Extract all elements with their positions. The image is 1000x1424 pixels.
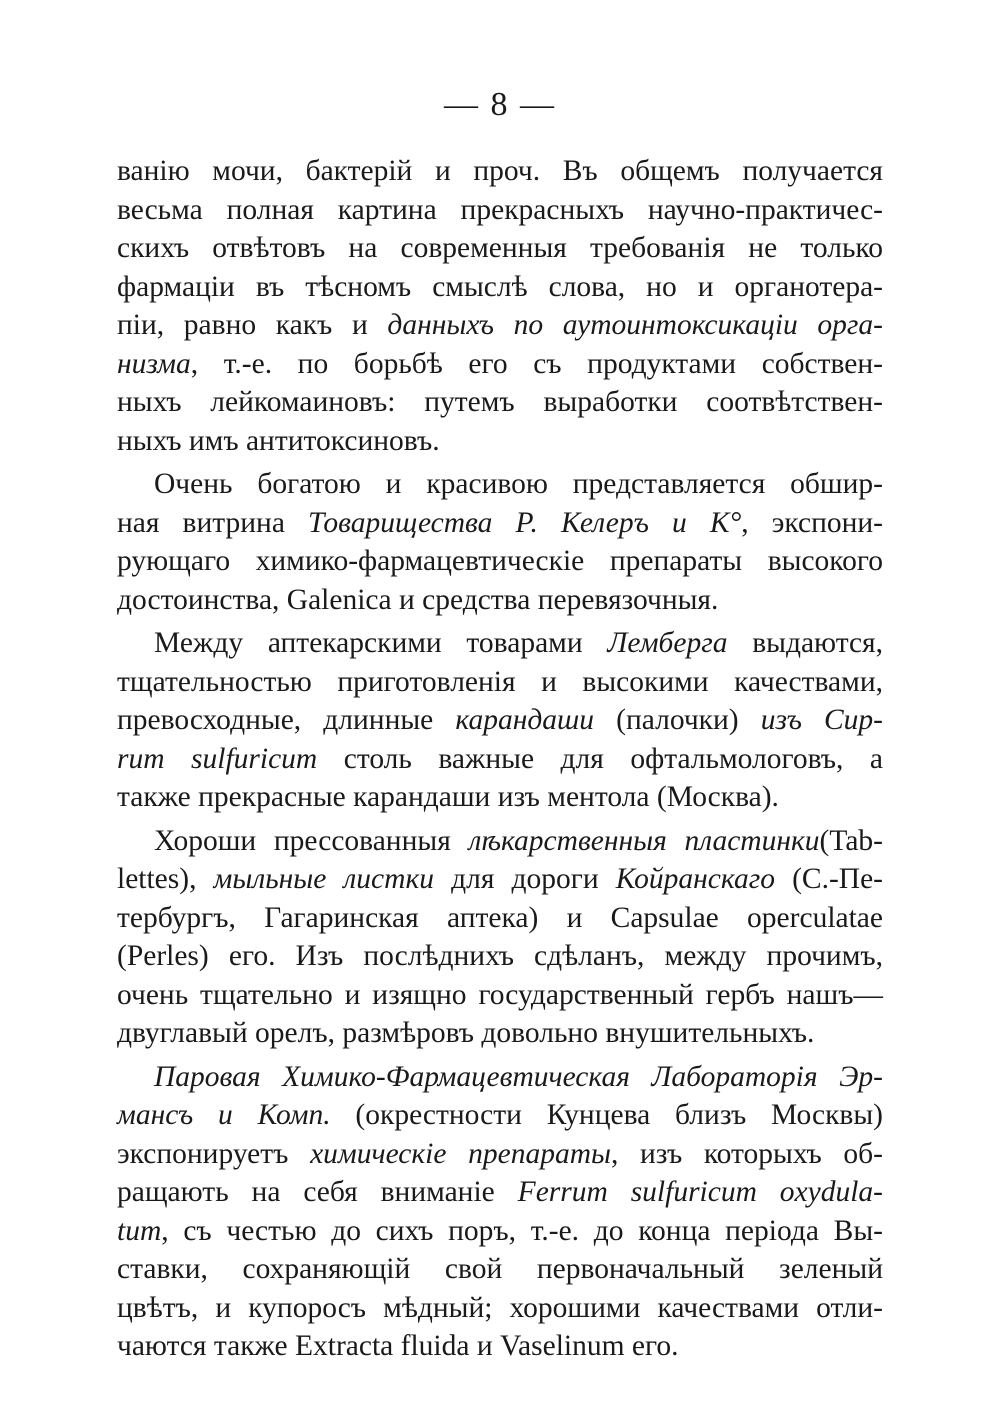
italic-text: tum — [117, 1214, 162, 1247]
text-line — [117, 191, 883, 230]
text-line — [117, 1327, 883, 1366]
text-run: выдаются, — [727, 627, 883, 659]
text-line — [117, 937, 883, 976]
text-run: ныхъ лейкомаиновъ: путемъ выработки соотвѣтствен- — [117, 386, 883, 418]
text-line — [117, 504, 883, 543]
text-line — [117, 1014, 883, 1053]
text-run: очень тщательно и изящно государственный гербъ нашъ— — [117, 978, 883, 1011]
text-run: превосходные, длинные — [117, 704, 456, 736]
text-line — [117, 822, 883, 861]
italic-text: мансъ и Комп. — [117, 1099, 331, 1131]
text-line — [117, 1058, 883, 1097]
text-line — [117, 345, 883, 384]
text-line — [117, 306, 883, 345]
text-run: цвѣтъ, и купоросъ мѣдный; хорошими качествами отли- — [117, 1291, 883, 1324]
text-line — [117, 1135, 883, 1174]
text-run: достоинства, Galenica и средства перевязочныя. — [117, 583, 719, 616]
text-run: столь важные для офтальмологовъ, а — [317, 742, 884, 775]
text-run: піи, равно какъ и — [117, 309, 388, 341]
text-line — [117, 542, 883, 581]
body-text — [117, 152, 883, 1366]
text-line — [117, 1096, 883, 1135]
text-line — [117, 465, 883, 504]
text-run: весьма полная картина прекрасныхъ научно-практичес- — [117, 193, 883, 226]
text-line — [117, 1212, 883, 1251]
text-run: для дороги — [434, 863, 616, 895]
italic-text: лѣкарственныя пластинки — [468, 824, 820, 857]
italic-text: химическіе препараты — [310, 1137, 611, 1170]
text-run: экспонируетъ — [117, 1137, 311, 1170]
italic-text: Паровая Химико-Фармацевтическая Лабораторія Эр- — [154, 1060, 883, 1093]
text-run: , экспони- — [741, 506, 884, 539]
italic-text: Лемберга — [607, 627, 728, 659]
text-line — [117, 422, 883, 461]
text-run: , съ честью до сихъ поръ, т.-е. до конца періода Вы- — [161, 1214, 883, 1247]
text-run: ная витрина — [117, 506, 308, 539]
text-run: (С.-Пе- — [774, 863, 883, 895]
text-line — [117, 383, 883, 422]
italic-text: Товарищества Р. Келеръ и К° — [308, 506, 742, 539]
text-run: , изъ которыхъ об- — [610, 1137, 883, 1170]
text-run: (окрестности Кунцева близъ Москвы) — [330, 1099, 883, 1131]
italic-text: низма — [117, 347, 191, 380]
text-line — [117, 268, 883, 307]
text-run: скихъ отвѣтовъ на современныя требованія не только — [117, 232, 883, 264]
text-line — [117, 624, 883, 663]
text-run: (Perles) его. Изъ послѣднихъ сдѣланъ, между прочимъ, — [117, 940, 883, 972]
text-run: , т.-е. по борьбѣ его съ продуктами собствен- — [190, 347, 883, 380]
text-run: lettes), — [117, 863, 214, 895]
text-line — [117, 778, 883, 817]
text-run: тербургъ, Гагаринская аптека) и Capsulae operculatae — [117, 901, 883, 934]
text-line — [117, 899, 883, 938]
text-run: ращають на себя вниманіе — [117, 1176, 518, 1208]
italic-text: изъ Cup- — [760, 704, 884, 736]
text-run: также прекрасные карандаши изъ ментола (Москва). — [117, 781, 779, 813]
italic-text: карандаши — [455, 704, 595, 736]
paragraph — [117, 624, 883, 817]
italic-text: Койранскаго — [615, 863, 775, 895]
text-line — [117, 701, 883, 740]
text-line — [117, 581, 883, 620]
text-run: (Tab- — [819, 824, 883, 857]
text-line — [117, 740, 883, 779]
text-line — [117, 860, 883, 899]
text-run: ставки, сохраняющій свой первоначальный зеленый — [117, 1253, 883, 1285]
text-line — [117, 663, 883, 702]
text-run: Между аптекарскими товарами — [154, 627, 608, 659]
text-run: ныхъ имъ антитоксиновъ. — [117, 424, 440, 457]
text-run: рующаго химико-фармацевтическіе препараты высокого — [117, 545, 883, 577]
paragraph — [117, 152, 883, 460]
text-run: Очень богатою и красивою представляется обшир- — [154, 468, 883, 500]
text-run: (палочки) — [594, 704, 761, 736]
text-line — [117, 976, 883, 1015]
text-run: чаются также Extracta fluida и Vaselinum его. — [117, 1330, 679, 1362]
text-line — [117, 1173, 883, 1212]
text-line — [117, 152, 883, 191]
italic-text: данныхъ по аутоинтоксикаціи орга- — [387, 309, 884, 341]
paragraph — [117, 822, 883, 1053]
text-run: тщательностью приготовленія и высокими качествами, — [117, 665, 883, 698]
text-line — [117, 1250, 883, 1289]
text-run: двуглавый орелъ, размѣровъ довольно внушительныхъ. — [117, 1017, 815, 1049]
italic-text: rum sulfuricum — [117, 742, 318, 775]
text-run: ванію мочи, бактерій и проч. Въ общемъ получается — [117, 155, 883, 187]
paragraph — [117, 1058, 883, 1366]
text-run: Хороши прессованныя — [154, 824, 469, 857]
italic-text: мыльные листки — [213, 863, 434, 895]
text-line — [117, 229, 883, 268]
text-line — [117, 1289, 883, 1328]
italic-text: Ferrum sulfuricum oxydula- — [517, 1176, 884, 1208]
page-number: — 8 — — [444, 86, 556, 123]
paragraph — [117, 465, 883, 619]
text-run: фармаціи въ тѣсномъ смыслѣ слова, но и органотера- — [117, 270, 883, 303]
